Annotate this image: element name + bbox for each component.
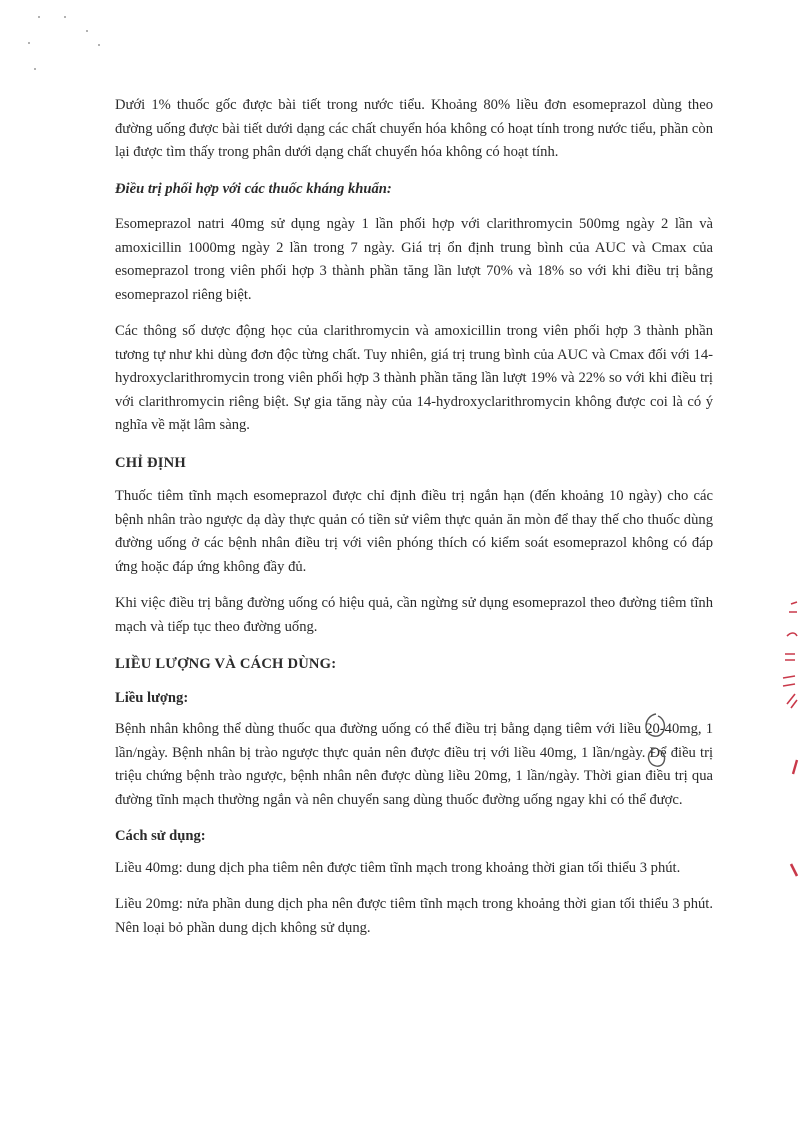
stamp-mark [787, 633, 797, 636]
usage-subheading: Cách sử dụng: [115, 828, 206, 844]
combination-therapy-heading: Điều trị phối hợp với các thuốc kháng khuẩn: [115, 180, 392, 197]
combination-paragraph-1: Esomeprazol natri 40mg sử dụng ngày 1 lần phối hợp với clarithromycin 500mg ngày 2 lần và amoxicillin 1000mg ngày 2 lần trong 7 ngày. Giá trị ổn định trung bình của AUC và Cmax của esomeprazol trong viên phối hợp 3 thành phần tăng lần lượt 70% và 18% so với khi điều trị bằng esomeprazol riêng biệt. [115, 216, 713, 303]
dose-paragraph: Bệnh nhân không thể dùng thuốc qua đường uống có thể điều trị bằng dạng tiêm với liều 20-40mg, 1 lần/ngày. Bệnh nhân bị trào ngược thực quản nên được điều trị với liều 40mg, 1 lần/ngày. Để điều trị triệu chứng bệnh trào ngược, bệnh nhân nên được dùng liều 20mg, 1 lần/ngày. Thời gian điều trị qua đường tĩnh mạch thường ngắn và nên chuyển sang dùng thuốc đường uống ngay khi có thể được. [115, 721, 713, 808]
stamp-mark [789, 602, 797, 612]
dosage-heading: LIỀU LƯỢNG VÀ CÁCH DÙNG: [115, 656, 337, 672]
red-stamp-fragment [769, 596, 799, 896]
document-body [115, 94, 713, 953]
combination-paragraph-2: Các thông số dược động học của clarithromycin và amoxicillin trong viên phối hợp 3 thành phần tương tự như khi dùng đơn độc từng chất. Tuy nhiên, giá trị trung bình của AUC và Cmax đối với 14-hydroxyclarithromycin trong viên phối hợp 3 thành phần tăng lần lượt 19% và 22% so với khi điều trị với clarithromycin riêng biệt. Sự gia tăng này của 14-hydroxyclarithromycin không được coi là có ý nghĩa về mặt lâm sàng. [115, 323, 713, 433]
stamp-mark [793, 760, 797, 774]
handwritten-loop-mark [646, 714, 664, 736]
scan-speck [28, 42, 30, 44]
usage-paragraph-20mg: Liều 20mg: nửa phần dung dịch pha nên được tiêm tĩnh mạch trong khoảng thời gian tối thiểu 3 phút. Nên loại bỏ phần dung dịch không sử dụng. [115, 896, 713, 936]
scan-specks [20, 10, 120, 80]
scan-speck [86, 30, 88, 32]
handwritten-annotation [636, 694, 696, 784]
scan-speck [64, 16, 66, 18]
stamp-mark [791, 864, 797, 876]
usage-paragraph-40mg: Liều 40mg: dung dịch pha tiêm nên được tiêm tĩnh mạch trong khoảng thời gian tối thiểu 3 phút. [115, 859, 681, 876]
indication-paragraph-1: Thuốc tiêm tĩnh mạch esomeprazol được chỉ định điều trị ngắn hạn (đến khoảng 10 ngày) cho các bệnh nhân trào ngược dạ dày thực quản có tiền sử viêm thực quản ăn mòn để thay thế cho thuốc dùng đường uống ở các bệnh nhân điều trị với viên phóng thích có kiểm soát esomeprazol không có đáp ứng hoặc đáp ứng không đầy đủ. [115, 488, 713, 575]
scan-speck [34, 68, 36, 70]
handwritten-loop-mark [649, 748, 665, 766]
stamp-mark [785, 654, 795, 660]
stamp-mark [783, 676, 795, 686]
scan-speck [98, 44, 100, 46]
paragraph-excretion: Dưới 1% thuốc gốc được bài tiết trong nước tiểu. Khoảng 80% liều đơn esomeprazol dùng theo đường uống được bài tiết dưới dạng các chất chuyển hóa không có hoạt tính trong nước tiểu, phần còn lại được tìm thấy trong phân dưới dạng chất chuyển hóa không có hoạt tính. [115, 97, 713, 160]
indication-heading: CHỈ ĐỊNH [115, 454, 186, 471]
dose-subheading: Liều lượng: [115, 689, 189, 706]
scan-speck [38, 16, 40, 18]
indication-paragraph-2: Khi việc điều trị bằng đường uống có hiệu quả, cần ngừng sử dụng esomeprazol theo đường tiêm tĩnh mạch và tiếp tục theo đường uống. [115, 595, 713, 635]
stamp-mark [787, 694, 797, 708]
